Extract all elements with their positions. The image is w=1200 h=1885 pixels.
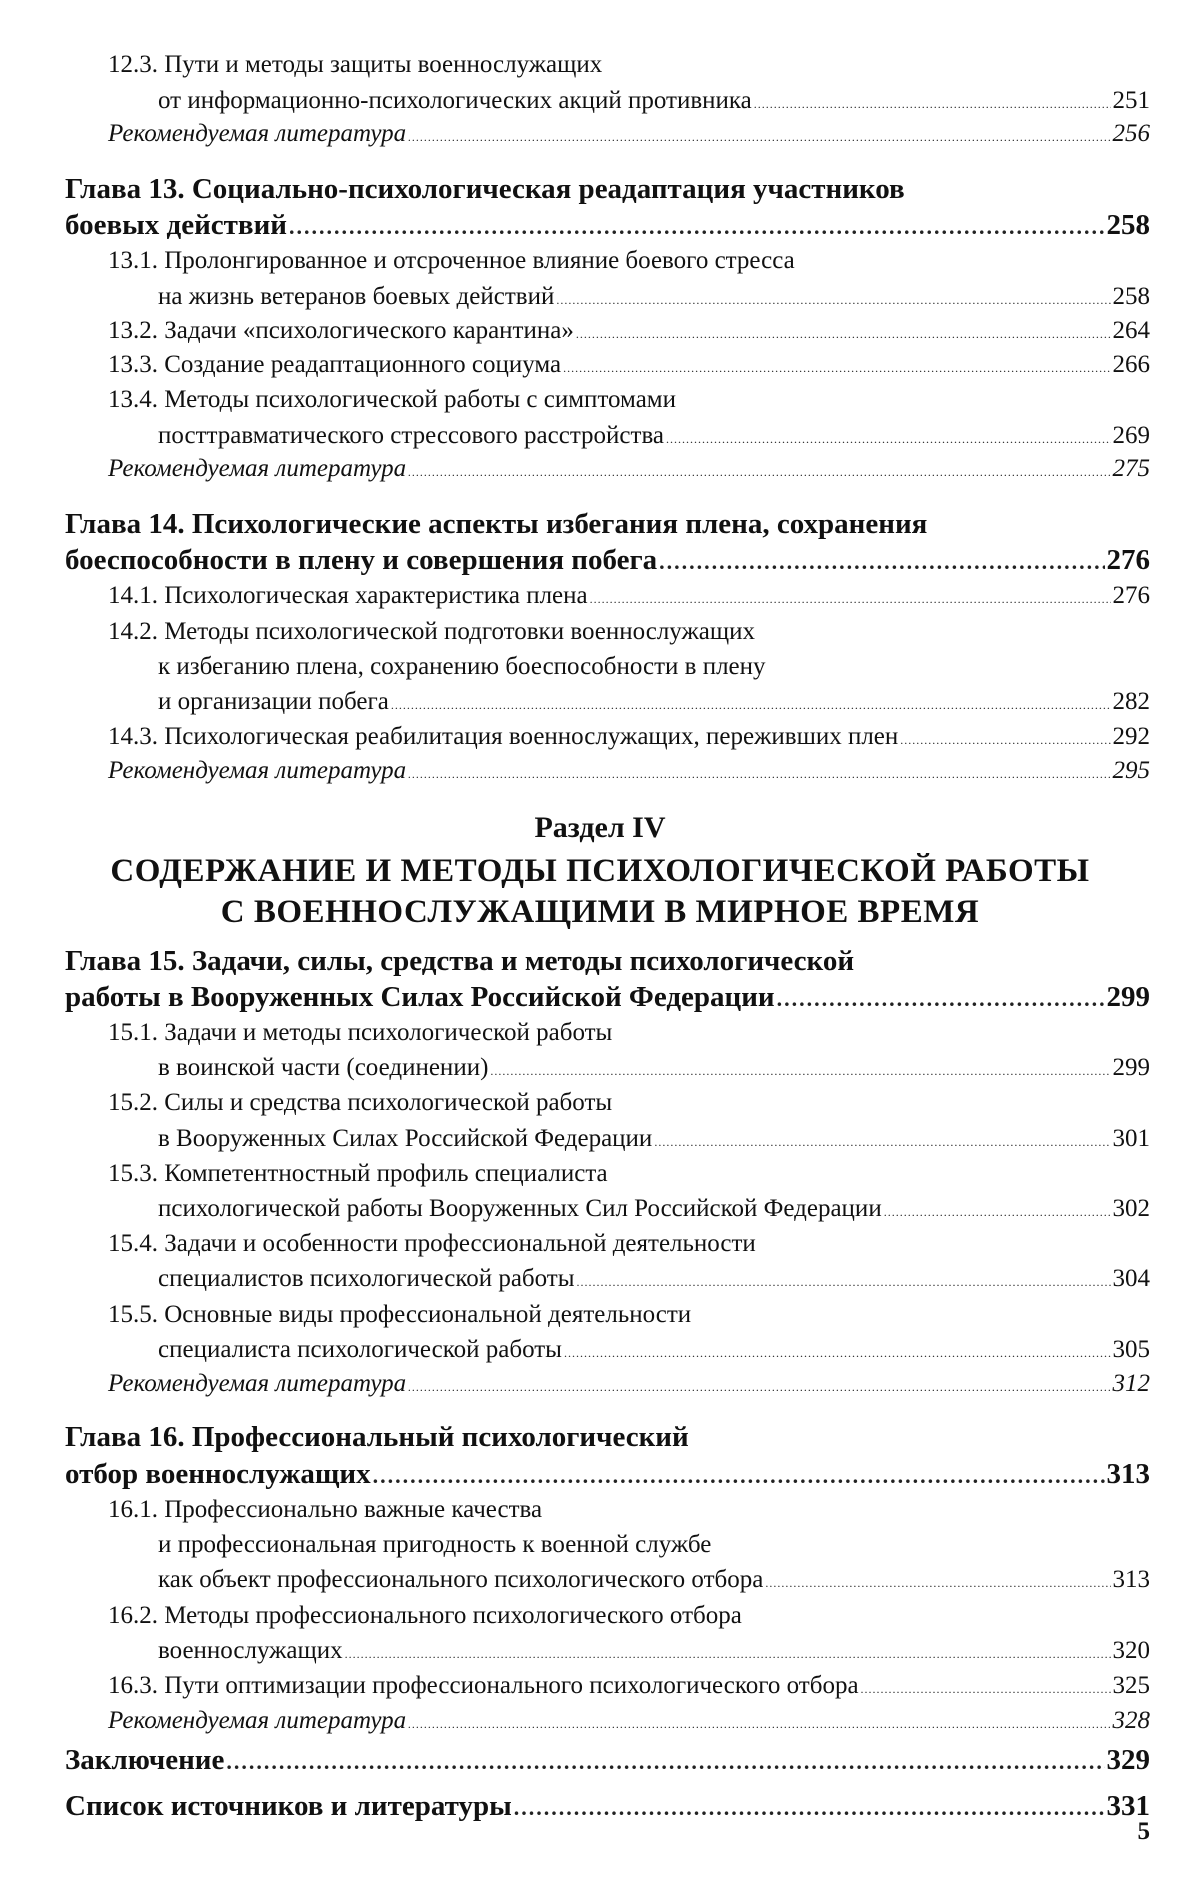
toc-literature-line [0, 754, 1150, 788]
dot-leader [577, 1265, 1111, 1299]
page-ref: 325 [1112, 1672, 1150, 1699]
toc-subsection-line [0, 1157, 1150, 1191]
toc-subsection-line [0, 244, 1150, 278]
subsection-title: 16.2. Методы профессионального психологического отбора [108, 1602, 742, 1629]
toc-chapter-line [0, 541, 1150, 579]
toc-subsection-line [0, 280, 1150, 314]
subsection-title: к избеганию плена, сохранению боеспособности в плену [158, 653, 766, 680]
page-ref: 328 [1112, 1707, 1150, 1734]
chapter-title: боеспособности в плену и совершения побега [65, 544, 658, 576]
toc-subsection-line [0, 1016, 1150, 1050]
toc-literature-line [0, 117, 1150, 151]
subsection-title: 12.3. Пути и методы защиты военнослужащих [108, 51, 603, 78]
subsection-title: 15.1. Задачи и методы психологической работы [108, 1019, 613, 1046]
dot-leader [289, 208, 1105, 246]
dot-leader [514, 1789, 1105, 1827]
subsection-title: 13.1. Пролонгированное и отсроченное влияние боевого стресса [108, 247, 795, 274]
page-ref: 331 [1106, 1790, 1150, 1822]
subsection-title: 14.3. Психологическая реабилитация военнослужащих, переживших плен [108, 723, 899, 750]
subsection-title: психологической работы Вооруженных Сил Российской Федерации [158, 1195, 882, 1222]
subsection-title: специалистов психологической работы [158, 1265, 575, 1292]
page-ref: 269 [1112, 422, 1150, 449]
page-ref: 313 [1112, 1566, 1150, 1593]
subsection-title: 15.2. Силы и средства психологической работы [108, 1089, 613, 1116]
subsection-title: 13.3. Создание реадаптационного социума [108, 351, 562, 378]
subsection-title: посттравматического стрессового расстройства [158, 422, 665, 449]
dot-leader [659, 543, 1104, 581]
dot-leader [861, 1672, 1111, 1706]
dot-leader [884, 1195, 1111, 1229]
toc-chapter-line [0, 942, 1150, 980]
subsection-title: 13.2. Задачи «психологического карантина» [108, 317, 574, 344]
dot-leader [666, 422, 1110, 456]
dot-leader [576, 317, 1111, 351]
page-ref: 282 [1112, 688, 1150, 715]
toc-subsection-line [0, 314, 1150, 348]
dot-leader [590, 582, 1111, 616]
dot-leader [490, 1054, 1110, 1088]
toc-literature-line [0, 1704, 1150, 1738]
literature-label: Рекомендуемая литература [108, 1370, 407, 1397]
section-title [0, 891, 1200, 933]
subsection-title: 13.4. Методы психологической работы с симптомами [108, 386, 677, 413]
toc-chapter-line [0, 1418, 1150, 1456]
toc-chapter-line [0, 170, 1150, 208]
dot-leader [765, 1566, 1110, 1600]
toc-subsection-line [0, 685, 1150, 719]
dot-leader [564, 1336, 1111, 1370]
toc-subsection-line [0, 615, 1150, 649]
dot-leader [345, 1637, 1111, 1671]
section-text: Раздел IV [534, 811, 666, 844]
literature-label: Рекомендуемая литература [108, 757, 407, 784]
toc-subsection-line [0, 1051, 1150, 1085]
toc-subsection-line [0, 1634, 1150, 1668]
toc-chapter-line [0, 1741, 1150, 1779]
chapter-title: Глава 14. Психологические аспекты избегания плена, сохранения [65, 508, 928, 540]
toc-subsection-line [0, 1122, 1150, 1156]
subsection-title: 16.3. Пути оптимизации профессионального психологического отбора [108, 1672, 859, 1699]
subsection-title: в воинской части (соединении) [158, 1054, 489, 1081]
chapter-title: работы в Вооруженных Силах Российской Федерации [65, 981, 775, 1013]
subsection-title: 14.1. Психологическая характеристика плена [108, 582, 588, 609]
toc-subsection-line [0, 348, 1150, 382]
dot-leader [777, 980, 1105, 1018]
dot-leader [563, 351, 1110, 385]
toc-subsection-line [0, 383, 1150, 417]
toc-subsection-line [0, 1298, 1150, 1332]
toc-subsection-line [0, 1227, 1150, 1261]
toc-literature-line [0, 452, 1150, 486]
page-ref: 264 [1112, 317, 1150, 344]
subsection-title: как объект профессионального психологического отбора [158, 1566, 764, 1593]
chapter-title: Список источников и литературы [65, 1790, 512, 1822]
page-ref: 275 [1112, 455, 1150, 482]
toc-literature-line [0, 1367, 1150, 1401]
chapter-title: Заключение [65, 1744, 225, 1776]
toc-subsection-line [0, 48, 1150, 82]
toc-subsection-line [0, 1493, 1150, 1527]
page-ref: 304 [1112, 1265, 1150, 1292]
toc-chapter-line [0, 1455, 1150, 1493]
toc-subsection-line [0, 1192, 1150, 1226]
page-ref: 258 [1112, 283, 1150, 310]
toc-subsection-line [0, 1528, 1150, 1562]
literature-label: Рекомендуемая литература [108, 120, 407, 147]
dot-leader [408, 757, 1110, 791]
toc-subsection-line [0, 1563, 1150, 1597]
dot-leader [408, 1370, 1110, 1404]
dot-leader [408, 455, 1110, 489]
dot-leader [900, 723, 1110, 757]
chapter-title: Глава 15. Задачи, силы, средства и методы психологической [65, 945, 855, 977]
section-label [0, 808, 1200, 848]
subsection-title: 15.3. Компетентностный профиль специалиста [108, 1160, 608, 1187]
page-ref: 276 [1106, 544, 1150, 576]
page-ref: 266 [1112, 351, 1150, 378]
subsection-title: 16.1. Профессионально важные качества [108, 1496, 543, 1523]
toc-subsection-line [0, 579, 1150, 613]
chapter-title: Глава 16. Профессиональный психологический [65, 1421, 689, 1453]
toc-subsection-line [0, 1262, 1150, 1296]
page-ref: 312 [1112, 1370, 1150, 1397]
page-ref: 329 [1106, 1744, 1150, 1776]
toc-chapter-line [0, 505, 1150, 543]
dot-leader [408, 1707, 1110, 1741]
dot-leader [373, 1457, 1105, 1495]
subsection-title: 15.4. Задачи и особенности профессиональной деятельности [108, 1230, 756, 1257]
subsection-title: в Вооруженных Силах Российской Федерации [158, 1125, 653, 1152]
toc-chapter-line [0, 206, 1150, 244]
dot-leader [556, 283, 1110, 317]
toc-subsection-line [0, 650, 1150, 684]
toc-subsection-line [0, 419, 1150, 453]
subsection-title: на жизнь ветеранов боевых действий [158, 283, 555, 310]
section-title [0, 850, 1200, 892]
toc-chapter-line [0, 978, 1150, 1016]
dot-leader [654, 1125, 1110, 1159]
toc-subsection-line [0, 720, 1150, 754]
page-ref: 258 [1106, 209, 1150, 241]
chapter-title: боевых действий [65, 209, 287, 241]
subsection-title: военнослужащих [158, 1637, 343, 1664]
page-ref: 299 [1106, 981, 1150, 1013]
page-ref: 251 [1112, 87, 1150, 114]
toc-subsection-line [0, 1669, 1150, 1703]
page-ref: 292 [1112, 723, 1150, 750]
subsection-title: и профессиональная пригодность к военной службе [158, 1531, 712, 1558]
page-number: 5 [1137, 1818, 1150, 1845]
toc-subsection-line [0, 1333, 1150, 1367]
literature-label: Рекомендуемая литература [108, 455, 407, 482]
dot-leader [754, 87, 1111, 121]
toc-chapter-line [0, 1787, 1150, 1825]
page-ref: 256 [1112, 120, 1150, 147]
page-ref: 299 [1112, 1054, 1150, 1081]
subsection-title: 15.5. Основные виды профессиональной деятельности [108, 1301, 692, 1328]
section-text: С ВОЕННОСЛУЖАЩИМИ В МИРНОЕ ВРЕМЯ [220, 894, 980, 930]
page-ref: 305 [1112, 1336, 1150, 1363]
page-ref: 295 [1112, 757, 1150, 784]
toc-subsection-line [0, 1599, 1150, 1633]
dot-leader [408, 120, 1110, 154]
dot-leader [391, 688, 1111, 722]
dot-leader [226, 1743, 1104, 1781]
toc-subsection-line [0, 1086, 1150, 1120]
subsection-title: специалиста психологической работы [158, 1336, 562, 1363]
page-ref: 313 [1106, 1458, 1150, 1490]
subsection-title: 14.2. Методы психологической подготовки военнослужащих [108, 618, 755, 645]
subsection-title: от информационно-психологических акций противника [158, 87, 752, 114]
page-ref: 301 [1112, 1125, 1150, 1152]
literature-label: Рекомендуемая литература [108, 1707, 407, 1734]
page-ref: 276 [1112, 582, 1150, 609]
chapter-title: Глава 13. Социально-психологическая реадаптация участников [65, 173, 905, 205]
section-text: СОДЕРЖАНИЕ И МЕТОДЫ ПСИХОЛОГИЧЕСКОЙ РАБОТЫ [110, 853, 1090, 889]
page-ref: 302 [1112, 1195, 1150, 1222]
page-ref: 320 [1112, 1637, 1150, 1664]
chapter-title: отбор военнослужащих [65, 1458, 371, 1490]
subsection-title: и организации побега [158, 688, 389, 715]
toc-subsection-line [0, 84, 1150, 118]
